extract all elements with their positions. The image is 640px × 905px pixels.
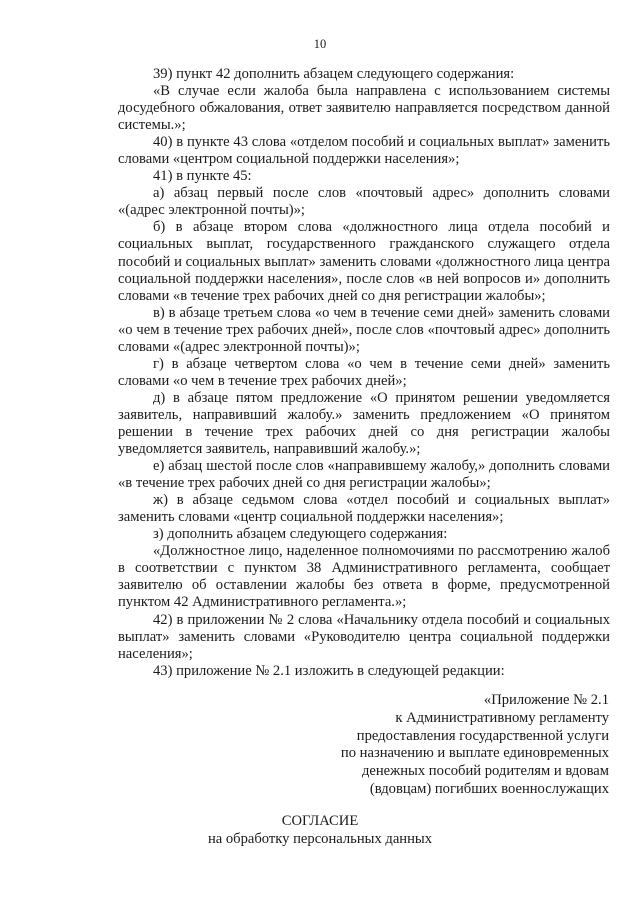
paragraph: ж) в абзаце седьмом слова «отдел пособий и социальных выплат» заменить словами «центр социальной поддержки населения»;: [118, 492, 610, 526]
paragraph: е) абзац шестой после слов «направившему жалобу,» дополнить словами «в течение трех рабочих дней со дня регистрации жалобы»;: [118, 458, 610, 492]
paragraph: 40) в пункте 43 слова «отделом пособий и социальных выплат» заменить словами «центром социальной поддержки населения»;: [118, 134, 610, 168]
paragraph: «В случае если жалоба была направлена с использованием системы досудебного обжалования, ответ заявителю направляется посредством данной системы.»;: [118, 83, 610, 134]
appendix-line: к Административному регламенту: [395, 709, 609, 726]
document-body: [118, 66, 610, 680]
paragraph: в) в абзаце третьем слова «о чем в течение семи дней» заменить словами «о чем в течение трех рабочих дней», после слов «почтовый адрес» дополнить словами «(адрес электронной почты)»;: [118, 304, 610, 355]
appendix-line: предоставления государственной услуги: [356, 727, 609, 744]
paragraph: 43) приложение № 2.1 изложить в следующей редакции:: [153, 662, 505, 679]
paragraph: з) дополнить абзацем следующего содержания:: [153, 526, 448, 543]
document-title-block: [0, 812, 640, 848]
appendix-line: денежных пособий родителям и вдовам: [361, 763, 609, 780]
paragraph: г) в абзаце четвертом слова «о чем в течение семи дней» заменить словами «о чем в течение трех рабочих дней»;: [118, 355, 610, 389]
appendix-line: (вдовцам) погибших военнослужащих: [369, 780, 609, 797]
document-subtitle: на обработку персональных данных: [207, 831, 433, 847]
appendix-line: по назначению и выплате единовременных: [340, 745, 609, 762]
appendix-line: «Приложение № 2.1: [483, 692, 609, 708]
paragraph: 39) пункт 42 дополнить абзацем следующего содержания:: [153, 66, 515, 82]
appendix-header: [341, 692, 609, 799]
page-number: 10: [313, 37, 327, 51]
document-title: СОГЛАСИЕ: [281, 813, 359, 829]
paragraph: 41) в пункте 45:: [153, 168, 252, 185]
paragraph: 42) в приложении № 2 слова «Начальнику отдела пособий и социальных выплат» заменить словами «Руководителю центра социальной поддержки населения»;: [118, 611, 610, 662]
paragraph: «Должностное лицо, наделенное полномочиями по рассмотрению жалоб в соответствии с пунктом 38 Административного регламента, сообщает заявителю об оставлении жалобы без ответа в форме, предусмотренной пунктом 42 Административного регламента.»;: [118, 543, 610, 611]
paragraph: д) в абзаце пятом предложение «О принятом решении уведомляется заявитель, направивший жалобу.» заменить предложением «О принятом решении в течение трех рабочих дней со дня регистрации жалобы уведомляется заявитель, направивший жалобу.»;: [118, 389, 610, 458]
paragraph: а) абзац первый после слов «почтовый адрес» дополнить словами «(адрес электронной почты)»;: [118, 185, 610, 219]
paragraph: б) в абзаце втором слова «должностного лица отдела пособий и социальных выплат, государственного гражданского служащего отдела пособий и социальных выплат» заменить словами «должностного лица центра социальной поддержки населения», после слов «в ней вопросов и» дополнить словами «в течение трех рабочих дней со дня регистрации жалобы»;: [118, 219, 610, 304]
